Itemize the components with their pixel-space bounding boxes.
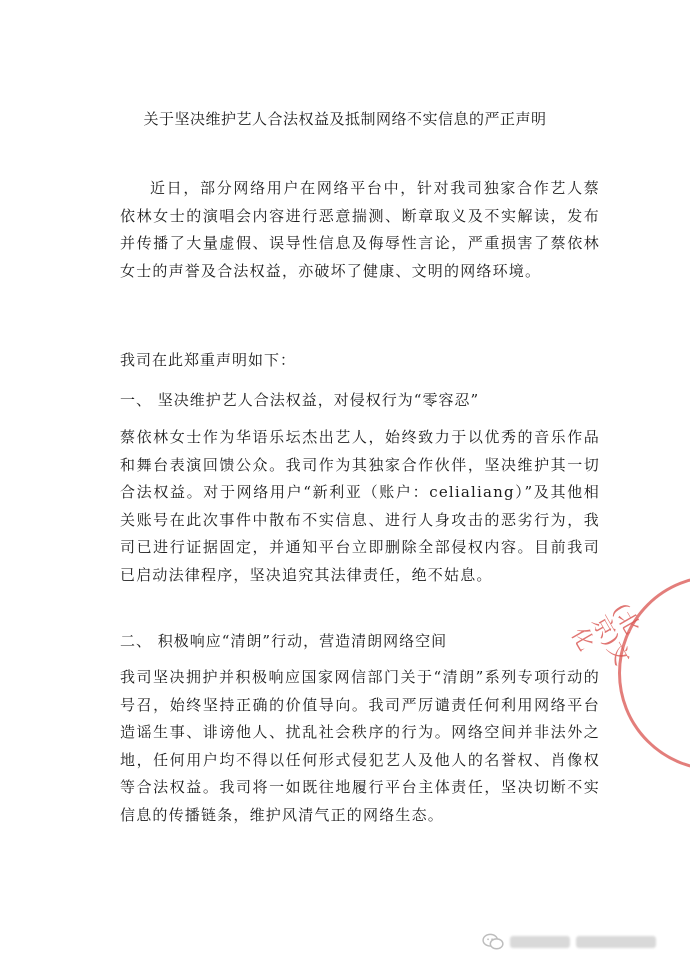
declaration-line: 我司在此郑重声明如下： [120,351,297,369]
watermark-blurred-name [510,936,570,948]
intro-paragraph: 近日，部分网络用户在网络平台中，针对我司独家合作艺人蔡依林女士的演唱会内容进行恶意揣测、断章取义及不实解读，发布并传播了大量虚假、误导性信息及侮辱性言论，严重损害了蔡依林女士的声誉及合法权益，亦破坏了健康、文明的网络环境。 [120,179,600,280]
section2-heading: 二、 积极响应“清朗”行动，营造清朗网络空间 [120,632,448,650]
wechat-icon [482,933,504,951]
document-title: 关于坚决维护艺人合法权益及抵制网络不实信息的严正声明 [143,110,547,128]
company-seal-text: (北京)文化 [565,599,645,670]
section1-body: 蔡依林女士作为华语乐坛杰出艺人，始终致力于以优秀的音乐作品和舞台表演回馈公众。我司作为其独家合作伙伴，坚决维护其一切合法权益。对于网络用户“新利亚（账户：celialiang）”及其他相关账号在此次事件中散布不实信息、进行人身攻击的恶劣行为，我司已进行证据固定，并通知平台立即删除全部侵权内容。目前我司已启动法律程序，坚决追究其法律责任，绝不姑息。 [120,428,600,584]
section2-body: 我司坚决拥护并积极响应国家网信部门关于“清朗”系列专项行动的号召，始终坚持正确的价值导向。我司严厉谴责任何利用网络平台造谣生事、诽谤他人、扰乱社会秩序的行为。网络空间并非法外之地，任何用户均不得以任何形式侵犯艺人及他人的名誉权、肖像权等合法权益。我司将一如既往地履行平台主体责任，坚决切断不实信息的传播链条，维护风清气正的网络生态。 [120,668,600,824]
section1-heading: 一、 坚决维护艺人合法权益，对侵权行为“零容忍” [120,391,480,409]
watermark-blurred-account [576,936,656,948]
wechat-watermark [482,933,656,951]
